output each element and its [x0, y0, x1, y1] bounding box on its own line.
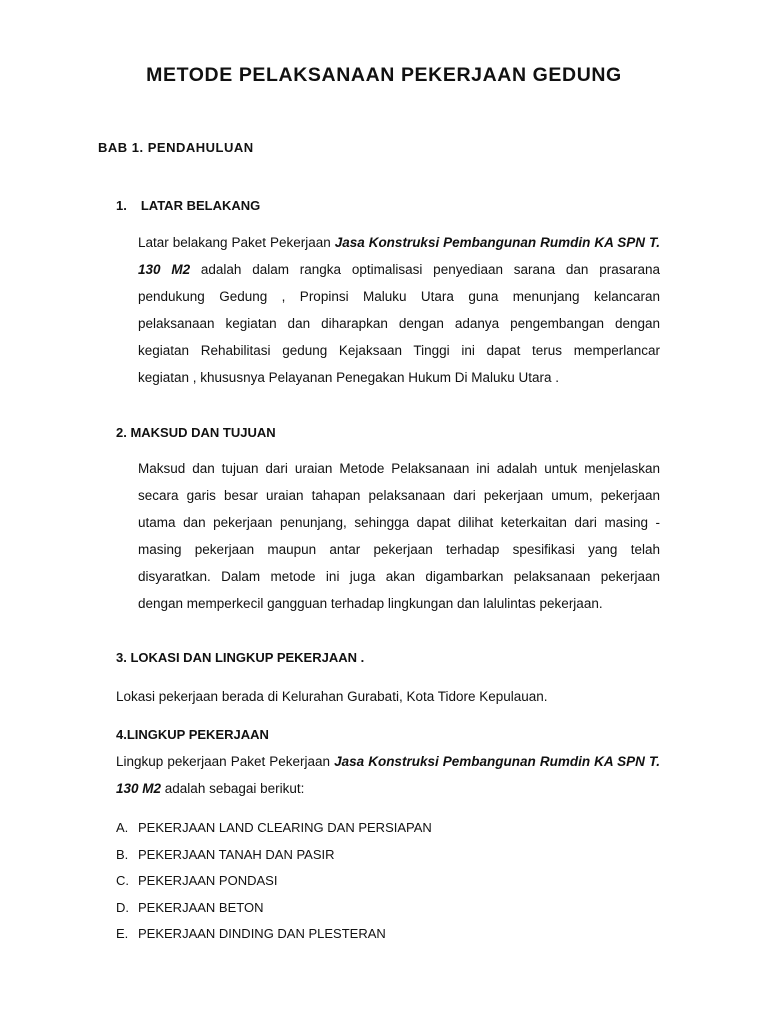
list-item [116, 873, 277, 888]
list-item-marker: A. [116, 820, 129, 835]
list-item-text: PEKERJAAN TANAH DAN PASIR [138, 846, 335, 862]
section-1-title: LATAR BELAKANG [140, 198, 261, 213]
body-text: kegiatan , khususnya Pelayanan Penegakan Hukum Di Maluku Utara . [138, 370, 559, 385]
list-item-marker: B. [116, 846, 129, 862]
body-text: Maksud dan tujuan dari uraian Metode Pelaksanaan ini adalah untuk menjelaskan [138, 461, 660, 476]
section-1-heading [116, 198, 260, 213]
paragraph-line [138, 370, 660, 385]
list-item-marker: D. [116, 899, 129, 915]
body-text: masing pekerjaan maupun antar pekerjaan terhadap spesifikasi yang telah [138, 542, 660, 557]
paragraph-line [138, 262, 660, 277]
body-text: adalah sebagai berikut: [161, 781, 305, 796]
section-3-heading: 3. LOKASI DAN LINGKUP PEKERJAAN . [116, 650, 365, 665]
body-text: disyaratkan. Dalam metode ini juga akan digambarkan pelaksanaan pekerjaan [138, 569, 660, 584]
paragraph-line [138, 343, 660, 358]
list-item [116, 847, 335, 862]
paragraph-line [138, 461, 660, 476]
project-name-text: Jasa Konstruksi Pembangunan Rumdin KA SPN T. [334, 235, 660, 250]
paragraph-line [138, 289, 660, 304]
project-name-text: 130 M2 [116, 781, 162, 796]
paragraph-line [138, 515, 660, 530]
body-text: utama dan pekerjaan penunjang, sehingga dapat dilihat keterkaitan dari masing - [138, 515, 660, 530]
document-title: METODE PELAKSANAAN PEKERJAAN GEDUNG [146, 64, 622, 86]
section-3-text: Lokasi pekerjaan berada di Kelurahan Gurabati, Kota Tidore Kepulauan. [116, 689, 548, 704]
list-item [116, 926, 386, 941]
section-4-heading: 4.LINGKUP PEKERJAAN [116, 727, 269, 742]
list-item-text: PEKERJAAN DINDING DAN PLESTERAN [138, 926, 386, 941]
list-item [116, 820, 432, 835]
body-text: pelaksanaan kegiatan dan diharapkan dengan adanya pengembangan dengan [138, 316, 660, 331]
section-2-heading: 2. MAKSUD DAN TUJUAN [116, 425, 276, 440]
body-text: secara garis besar uraian tahapan pelaksanaan dari pekerjaan umum, pekerjaan [138, 488, 660, 503]
body-text: Lingkup pekerjaan Paket Pekerjaan [116, 754, 335, 769]
chapter-heading: BAB 1. PENDAHULUAN [98, 140, 254, 155]
paragraph-line [138, 488, 660, 503]
body-text: kegiatan Rehabilitasi gedung Kejaksaan Tinggi ini dapat terus memperlancar [138, 343, 660, 358]
paragraph-line [138, 316, 660, 331]
body-text: Latar belakang Paket Pekerjaan [138, 235, 335, 250]
list-item-text: PEKERJAAN PONDASI [138, 873, 278, 888]
list-item-marker: C. [116, 873, 129, 888]
body-text: adalah dalam rangka optimalisasi penyediaan sarana dan prasarana [190, 262, 660, 277]
paragraph-line [138, 542, 660, 557]
list-item [116, 900, 263, 915]
paragraph-line [116, 781, 660, 796]
body-text: pendukung Gedung , Propinsi Maluku Utara guna menunjang kelancaran [138, 289, 660, 304]
paragraph-line [116, 754, 660, 769]
section-1-number: 1. [116, 198, 127, 213]
project-name-text: 130 M2 [138, 262, 191, 277]
paragraph-line [138, 596, 660, 611]
body-text: dengan memperkecil gangguan terhadap lingkungan dan lalulintas pekerjaan. [138, 596, 603, 611]
paragraph-line [138, 235, 660, 250]
paragraph-line [138, 569, 660, 584]
list-item-marker: E. [116, 926, 129, 941]
project-name-text: Jasa Konstruksi Pembangunan Rumdin KA SPN T. [334, 754, 660, 769]
list-item-text: PEKERJAAN LAND CLEARING DAN PERSIAPAN [138, 820, 432, 835]
list-item-text: PEKERJAAN BETON [138, 899, 264, 915]
